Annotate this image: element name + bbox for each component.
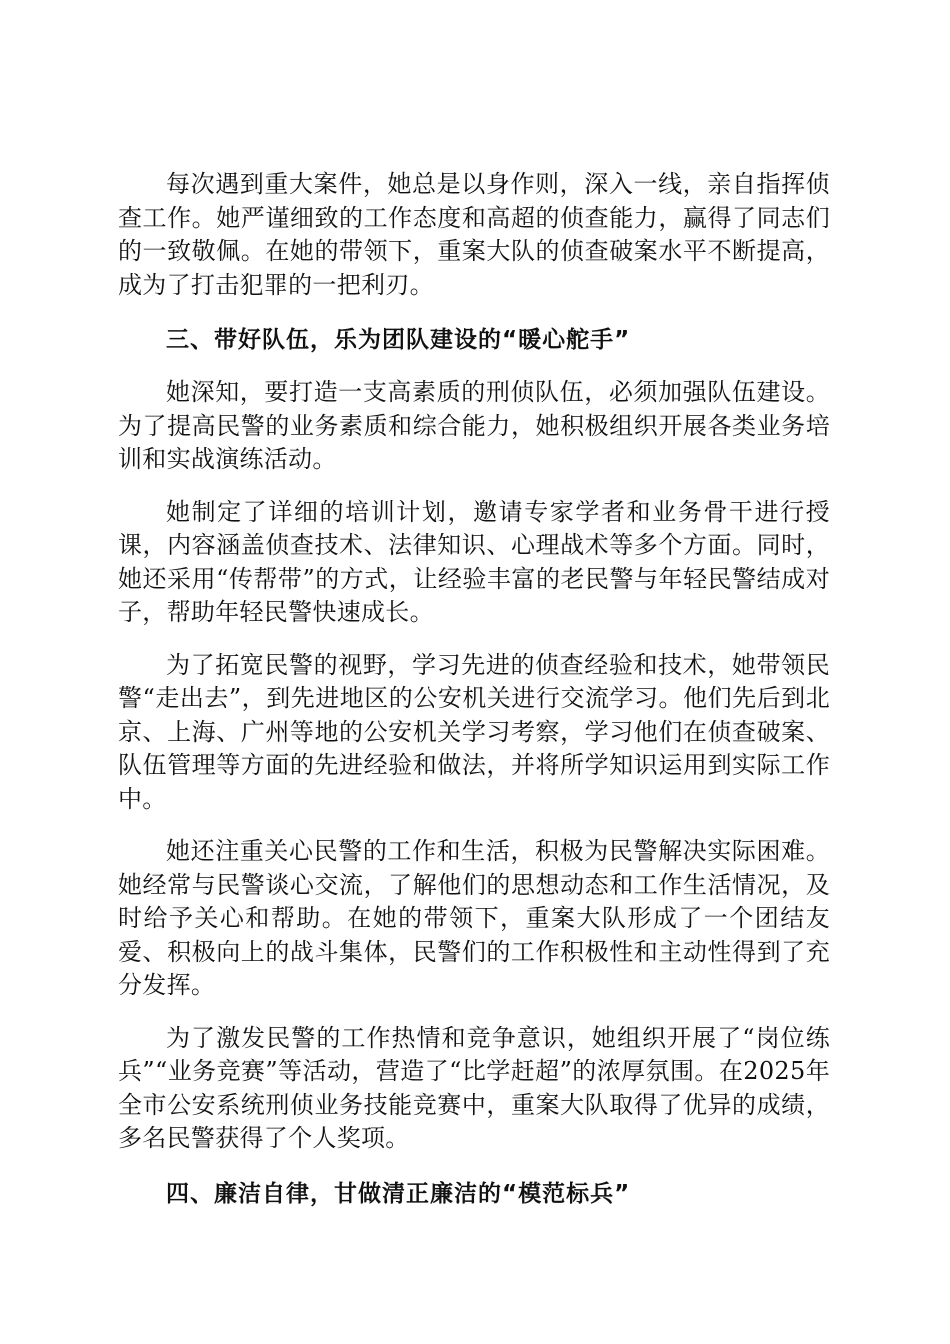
body-paragraph: 她制定了详细的培训计划，邀请专家学者和业务骨干进行授课，内容涵盖侦查技术、法律知识、心理战术等多个方面。同时，她还采用“传帮带”的方式，让经验丰富的老民警与年轻民警结成对子，帮助年轻民警快速成长。 [118, 497, 830, 626]
section-heading: 四、廉洁自律，甘做清正廉洁的“模范标兵” [166, 1180, 631, 1207]
body-paragraph: 每次遇到重大案件，她总是以身作则，深入一线，亲自指挥侦查工作。她严谨细致的工作态度和高超的侦查能力，赢得了同志们的一致敬佩。在她的带领下，重案大队的侦查破案水平不断提高，成为了打击犯罪的一把利刃。 [118, 170, 830, 299]
body-paragraph: 她还注重关心民警的工作和生活，积极为民警解决实际困难。她经常与民警谈心交流，了解他们的思想动态和工作生活情况，及时给予关心和帮助。在她的带领下，重案大队形成了一个团结友爱、积极向上的战斗集体，民警们的工作积极性和主动性得到了充分发挥。 [118, 837, 830, 999]
body-paragraph: 她深知，要打造一支高素质的刑侦队伍，必须加强队伍建设。为了提高民警的业务素质和综合能力，她积极组织开展各类业务培训和实战演练活动。 [118, 378, 830, 473]
body-paragraph: 为了激发民警的工作热情和竞争意识，她组织开展了“岗位练兵”“业务竞赛”等活动，营造了“比学赶超”的浓厚氛围。在2025年全市公安系统刑侦业务技能竞赛中，重案大队取得了优异的成绩，多名民警获得了个人奖项。 [118, 1023, 830, 1152]
document-page [118, 168, 830, 1211]
body-paragraph: 为了拓宽民警的视野，学习先进的侦查经验和技术，她带领民警“走出去”，到先进地区的公安机关进行交流学习。他们先后到北京、上海、广州等地的公安机关学习考察，学习他们在侦查破案、队伍管理等方面的先进经验和做法，并将所学知识运用到实际工作中。 [118, 650, 830, 813]
section-heading: 三、带好队伍，乐为团队建设的“暖心舵手” [166, 327, 631, 353]
